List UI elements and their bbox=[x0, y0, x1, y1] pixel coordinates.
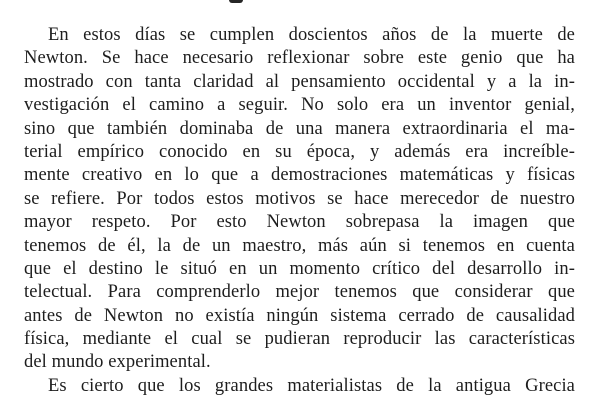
body-text bbox=[24, 24, 575, 398]
text-line: que el destino le situó en un momento crítico del desarrollo in- bbox=[24, 258, 575, 279]
text-line: terial empírico conocido en su época, y además era increíble- bbox=[24, 141, 575, 162]
text-line: mostrado con tanta claridad al pensamiento occidental y a la in- bbox=[24, 71, 575, 92]
text-line: del mundo experimental. bbox=[24, 352, 211, 373]
text-line: mayor respeto. Por esto Newton sobrepasa la imagen que bbox=[24, 212, 575, 233]
text-line: se refiere. Por todos estos motivos se hace merecedor de nuestro bbox=[24, 188, 575, 209]
text-line: Es cierto que los grandes materialistas de la antigua Grecia bbox=[48, 375, 575, 396]
text-line: En estos días se cumplen doscientos años de la muerte de bbox=[48, 25, 575, 45]
text-line: mente creativo en lo que a demostraciones matemáticas y físicas bbox=[24, 165, 575, 186]
text-line: sino que también dominaba de una manera extraordinaria el ma- bbox=[24, 118, 575, 139]
text-line: física, mediante el cual se pudieran reproducir las características bbox=[24, 329, 575, 350]
text-line: antes de Newton no existía ningún sistema cerrado de causalidad bbox=[24, 305, 575, 326]
cutoff-text-fragment bbox=[229, 0, 243, 3]
text-line: telectual. Para comprenderlo mejor tenemos que considerar que bbox=[24, 282, 575, 303]
text-line: Newton. Se hace necesario reflexionar sobre este genio que ha bbox=[24, 48, 575, 69]
text-line: vestigación el camino a seguir. No solo era un inventor genial, bbox=[24, 95, 575, 116]
text-line: tenemos de él, la de un maestro, más aún si tenemos en cuenta bbox=[24, 235, 575, 256]
